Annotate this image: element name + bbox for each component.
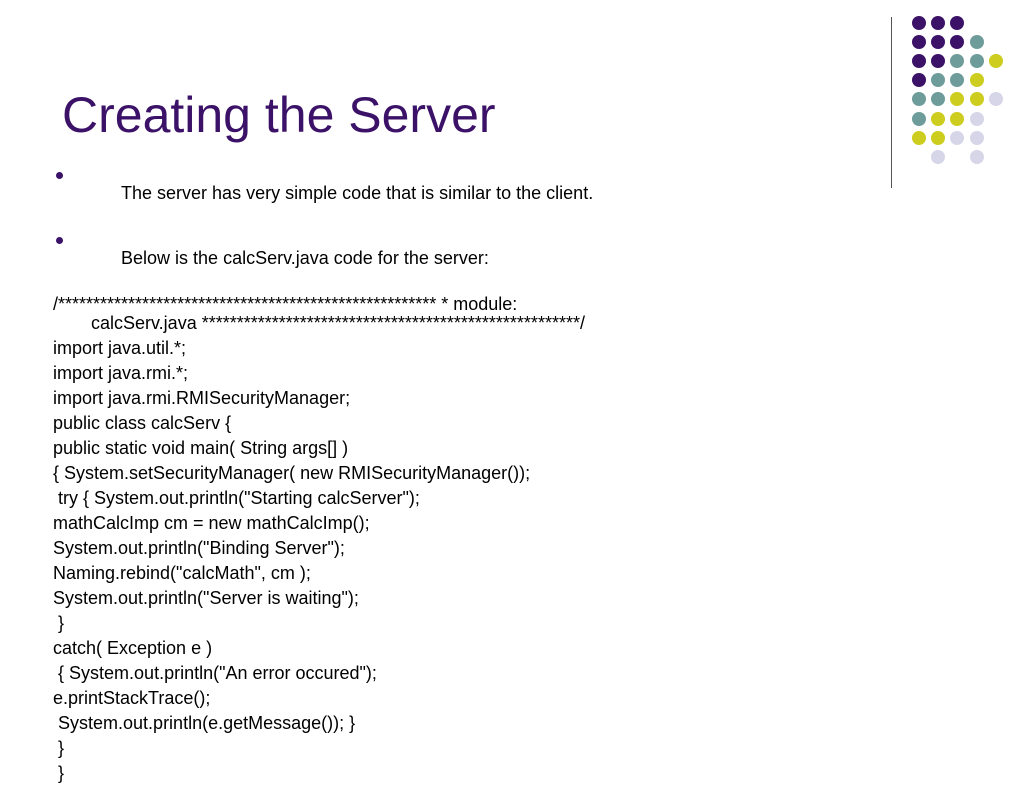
decorative-dot: [970, 35, 984, 49]
code-line: catch( Exception e ): [53, 638, 213, 658]
code-line: Naming.rebind("calcMath", cm );: [53, 563, 311, 583]
decorative-dot: [950, 16, 964, 30]
decorative-dot: [931, 16, 945, 30]
decorative-dot: [950, 54, 964, 68]
bullet-dot-icon: [56, 172, 63, 179]
code-line: }: [53, 613, 65, 633]
decorative-dot: [950, 131, 964, 145]
code-line: mathCalcImp cm = new mathCalcImp();: [53, 513, 370, 533]
bullet-text: The server has very simple code that is similar to the client.: [121, 183, 594, 203]
decorative-dot: [931, 112, 945, 126]
code-listing: [53, 295, 613, 783]
code-line: System.out.println("Binding Server");: [53, 538, 345, 558]
decorative-dot: [950, 92, 964, 106]
decorative-dot: [989, 54, 1003, 68]
code-line: System.out.println(e.getMessage()); }: [53, 713, 356, 733]
slide-body: [53, 165, 613, 789]
bullet-text: Below is the calcServ.java code for the server:: [121, 248, 489, 268]
decorative-dot: [950, 35, 964, 49]
bullet-dot-icon: [56, 237, 63, 244]
decorative-dot: [912, 35, 926, 49]
decorative-dot: [970, 54, 984, 68]
decorative-dot: [989, 92, 1003, 106]
decorative-dot: [970, 92, 984, 106]
decorative-dot: [970, 150, 984, 164]
code-line: public class calcServ {: [53, 413, 232, 433]
code-line: import java.rmi.RMISecurityManager;: [53, 388, 351, 408]
bullet-item: [53, 165, 613, 222]
decorative-dot: [931, 54, 945, 68]
decorative-dot: [970, 131, 984, 145]
decorative-dot: [950, 112, 964, 126]
code-line: { System.out.println("An error occured");: [53, 663, 377, 683]
bullet-item: [53, 230, 613, 287]
code-line: System.out.println("Server is waiting");: [53, 588, 359, 608]
decorative-dot: [931, 35, 945, 49]
decorative-dot: [950, 73, 964, 87]
decorative-dot: [912, 131, 926, 145]
code-line: /****************************************************** * module: calcServ.java ******************************************************/: [53, 294, 585, 333]
decorative-dot: [970, 73, 984, 87]
slide-title: Creating the Server: [62, 87, 496, 143]
code-line: }: [53, 763, 65, 783]
code-line: import java.rmi.*;: [53, 363, 189, 383]
decorative-dot: [931, 73, 945, 87]
code-line: e.printStackTrace();: [53, 688, 211, 708]
decorative-dot: [912, 73, 926, 87]
code-line: try { System.out.println("Starting calcServer");: [53, 488, 420, 508]
decorative-dot: [931, 150, 945, 164]
decorative-dot: [970, 112, 984, 126]
code-line: { System.setSecurityManager( new RMISecurityManager());: [53, 463, 531, 483]
decorative-dot: [912, 54, 926, 68]
code-line: public static void main( String args[] ): [53, 438, 349, 458]
decorative-dot: [912, 112, 926, 126]
decorative-dot: [931, 92, 945, 106]
decorative-dot: [912, 92, 926, 106]
code-line: }: [53, 738, 65, 758]
decorative-dot: [912, 16, 926, 30]
decorative-dot: [931, 131, 945, 145]
code-line: import java.util.*;: [53, 338, 187, 358]
